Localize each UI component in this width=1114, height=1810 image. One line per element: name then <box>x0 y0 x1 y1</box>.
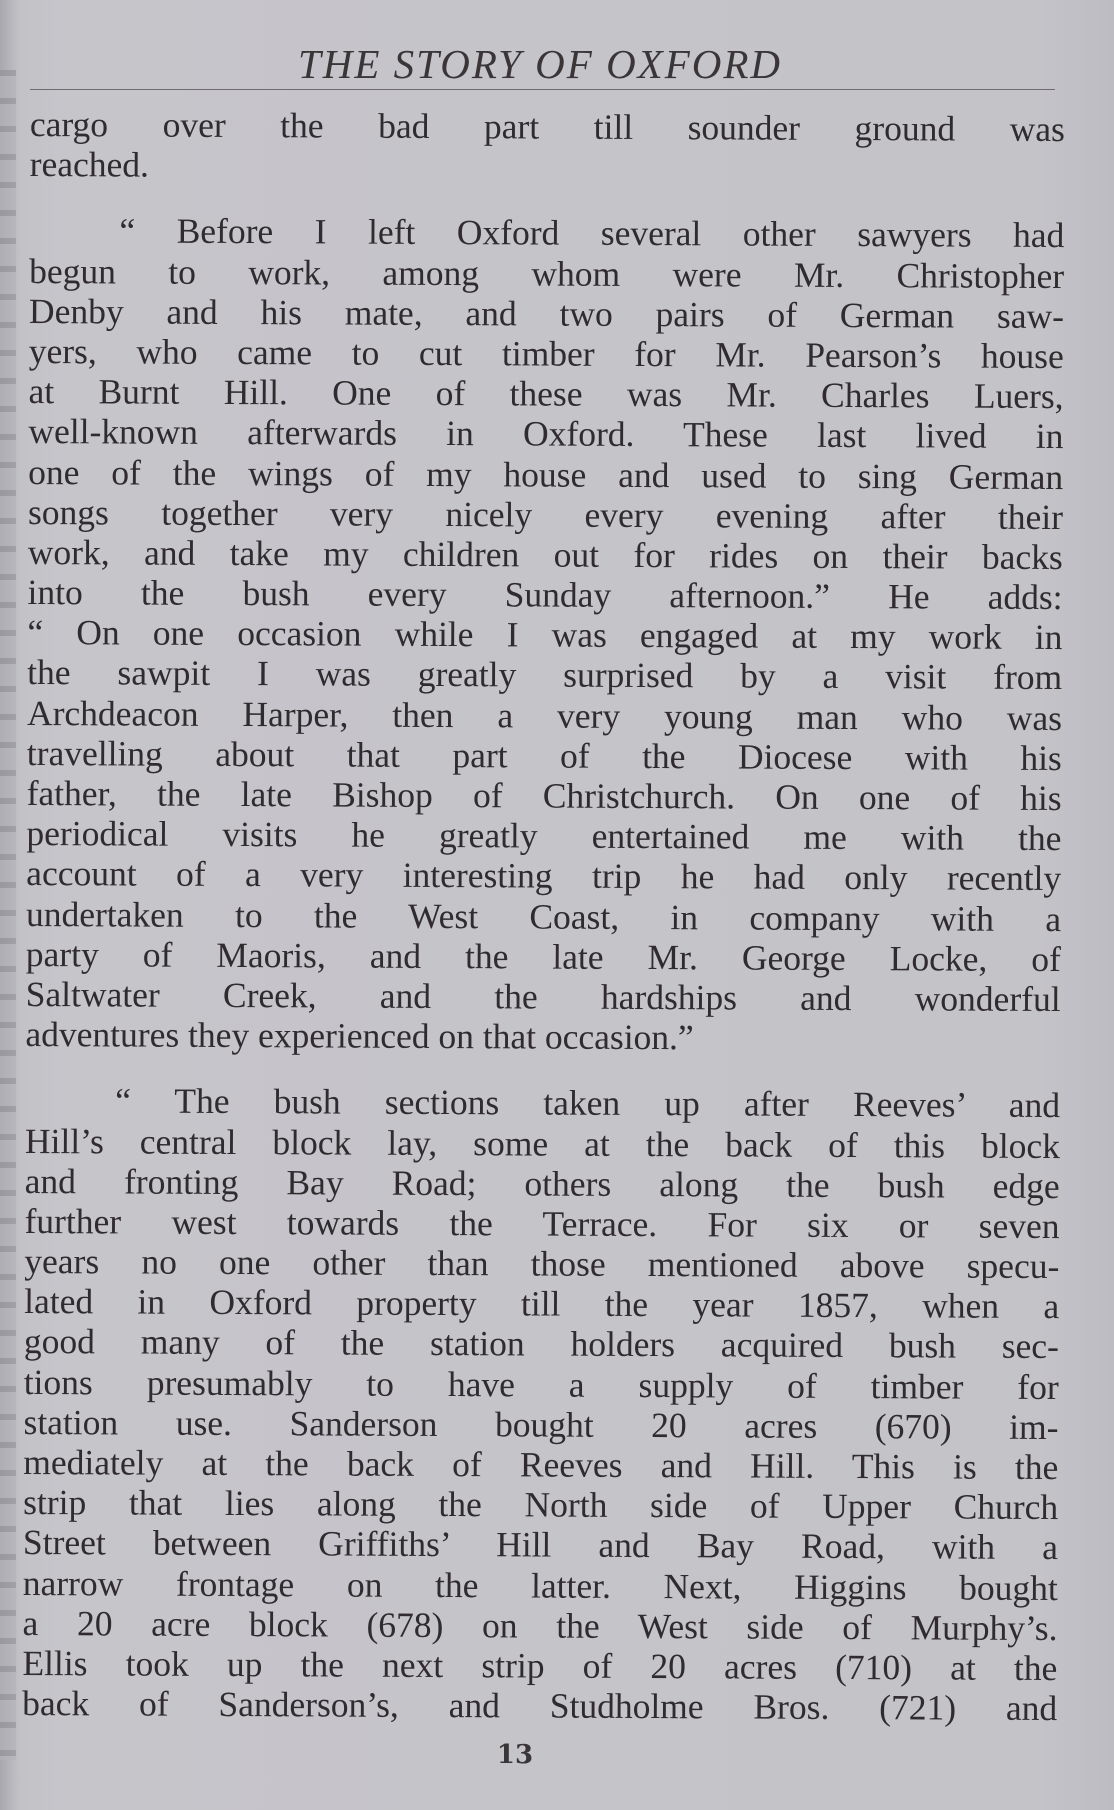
text-line: into the bush every Sunday afternoon.” He adds: <box>27 572 1063 618</box>
text-line: mediately at the back of Reeves and Hill. This is the <box>23 1441 1059 1488</box>
text-line: further west towards the Terrace. For six or seven <box>24 1200 1060 1246</box>
text-line: the sawpit I was greatly surprised by a visit from <box>27 652 1063 698</box>
text-line: “ Before I left Oxford several other sawyers had <box>119 210 1065 256</box>
text-line: good many of the station holders acquired bush sec- <box>23 1321 1060 1367</box>
binding-edge <box>0 70 16 1760</box>
text-line: father, the late Bishop of Christchurch. On one of his <box>26 772 1062 819</box>
text-line: periodical visits he greatly entertained me with the <box>26 813 1062 859</box>
text-line: strip that lies along the North side of Upper Church <box>23 1482 1059 1528</box>
text-line: narrow frontage on the latter. Next, Higgins bought <box>22 1562 1058 1608</box>
text-line: tions presumably to have a supply of timber for <box>23 1361 1059 1407</box>
text-line: “ On one occasion while I was engaged at my work in <box>27 612 1063 658</box>
text-line: work, and take my children out for rides on their backs <box>27 531 1063 577</box>
text-line: undertaken to the West Coast, in company with a <box>25 893 1062 939</box>
text-line: a 20 acre block (678) on the West side of Murphy’s. <box>22 1602 1058 1648</box>
text-line: Denby and his mate, and two pairs of German saw- <box>28 290 1065 336</box>
text-line: begun to work, among whom were Mr. Christopher <box>29 250 1065 296</box>
text-line: at Burnt Hill. One of these was Mr. Charles Luers, <box>28 371 1064 417</box>
text-line: party of Maoris, and the late Mr. George Locke, of <box>25 933 1061 979</box>
text-line: years no one other than those mentioned above specu- <box>24 1241 1060 1287</box>
text-line: adventures they experienced on that occasion.” <box>25 1014 694 1058</box>
text-line: cargo over the bad part till sounder ground was <box>29 104 1065 150</box>
text-line: and fronting Bay Road; others along the bush edge <box>24 1160 1060 1206</box>
text-line: reached. <box>29 144 150 185</box>
text-line: travelling about that part of the Diocese with his <box>26 732 1062 778</box>
text-line: yers, who came to cut timber for Mr. Pearson’s house <box>28 330 1064 376</box>
text-line: “ The bush sections taken up after Reeves’ and <box>115 1080 1061 1126</box>
text-line: Ellis took up the next strip of 20 acres (710) at the <box>22 1642 1058 1688</box>
text-line: songs together very nicely every evening after their <box>27 491 1064 537</box>
text-line: back of Sanderson’s, and Studholme Bros. (721) and <box>22 1683 1058 1729</box>
text-line: one of the wings of my house and used to sing German <box>28 451 1064 497</box>
text-line: account of a very interesting trip he had only recently <box>26 853 1062 899</box>
header-rule <box>30 89 1055 90</box>
text-line: Hill’s central block lay, some at the back of this block <box>24 1120 1061 1166</box>
paragraph <box>25 210 1064 1059</box>
text-line: station use. Sanderson bought 20 acres (670) im- <box>23 1401 1059 1447</box>
text-line: Street between Griffiths’ Hill and Bay Road, with a <box>22 1522 1059 1568</box>
text-line: well-known afterwards in Oxford. These last lived in <box>28 411 1064 457</box>
running-head: THE STORY OF OXFORD <box>297 41 783 87</box>
text-line: Saltwater Creek, and the hardships and wonderful <box>25 973 1061 1019</box>
body-text <box>22 104 1065 1728</box>
paragraph <box>22 1080 1060 1728</box>
text-line: Archdeacon Harper, then a very young man who was <box>26 692 1063 738</box>
page-number: 13 <box>496 1740 534 1770</box>
paragraph <box>30 104 1065 189</box>
text-line: lated in Oxford property till the year 1857, when a <box>24 1281 1060 1327</box>
